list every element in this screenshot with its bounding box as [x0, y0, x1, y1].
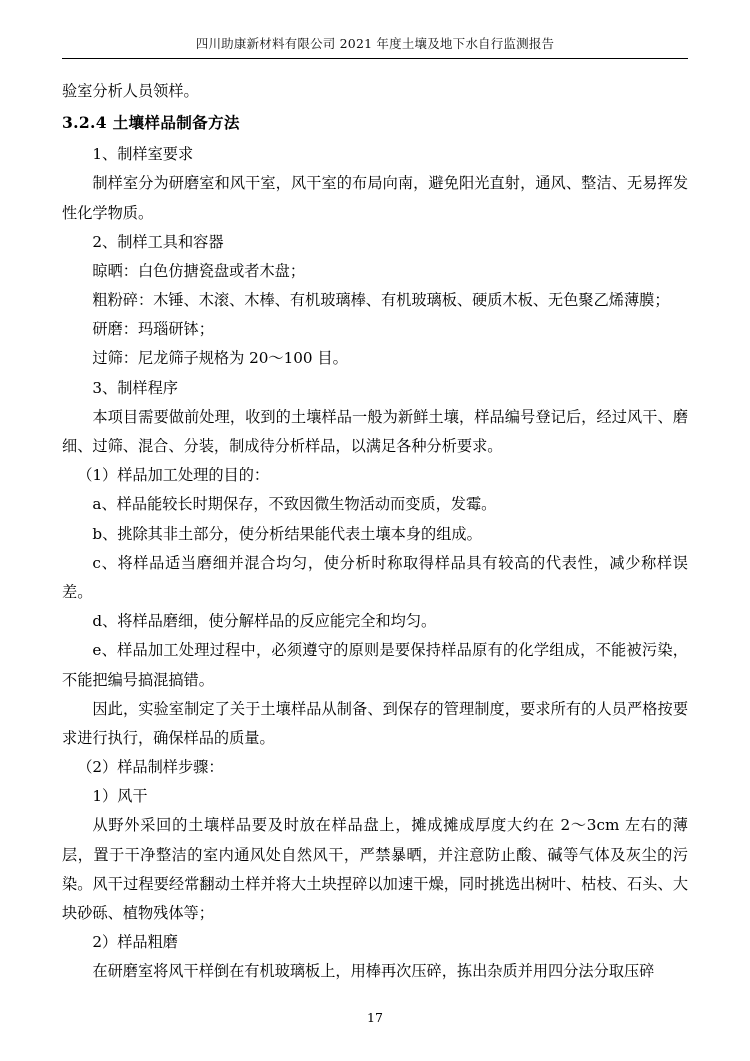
paragraph: 2、制样工具和容器 — [92, 232, 224, 251]
paragraph: 研磨：玛瑙研钵； — [92, 320, 214, 339]
paragraph: d、将样品磨细，使分解样品的反应能完全和均匀。 — [92, 612, 437, 631]
page-content — [62, 34, 688, 1031]
paragraph: 本项目需要做前处理，收到的土壤样品一般为新鲜土壤，样品编号登记后，经过风干、磨细、过筛、混合、分装，制成待分析样品，以满足各种分析要求。 — [62, 407, 688, 455]
paragraph: 3、制样程序 — [92, 378, 178, 397]
paragraph: （1）样品加工处理的目的： — [77, 466, 270, 485]
paragraph: 粗粉碎：木锤、木滚、木棒、有机玻璃棒、有机玻璃板、硬质木板、无色聚乙烯薄膜； — [92, 291, 670, 310]
page-number: 17 — [367, 1010, 383, 1025]
paragraph: e、样品加工处理过程中，必须遵守的原则是要保持样品原有的化学组成，不能被污染，不能把编号搞混搞错。 — [62, 641, 688, 689]
paragraph: c、将样品适当磨细并混合均匀，使分析时称取得样品具有较高的代表性，减少称样误差。 — [62, 553, 688, 601]
paragraph: 从野外采回的土壤样品要及时放在样品盘上，摊成摊成厚度大约在 2～3cm 左右的薄层，置于干净整洁的室内通风处自然风干，严禁暴晒，并注意防止酸、碱等气体及灰尘的污染。风干过程要经常翻动土样并将大土块捏碎以加速干燥，同时挑选出树叶、枯枝、石头、大块砂砾、植物残体等； — [62, 816, 688, 922]
paragraph: 在研磨室将风干样倒在有机玻璃板上，用棒再次压碎，拣出杂质并用四分法分取压碎 — [92, 962, 655, 981]
paragraph: 晾晒：白色仿搪瓷盘或者木盘； — [92, 261, 306, 280]
document-body — [62, 77, 688, 987]
paragraph: 因此，实验室制定了关于土壤样品从制备、到保存的管理制度，要求所有的人员严格按要求进行执行，确保样品的质量。 — [62, 699, 688, 747]
section-heading: 3.2.4 土壤样品制备方法 — [62, 113, 240, 133]
paragraph: b、挑除其非土部分，使分析结果能代表土壤本身的组成。 — [92, 524, 482, 543]
paragraph: a、样品能较长时期保存，不致因微生物活动而变质，发霉。 — [92, 495, 497, 514]
paragraph: 验室分析人员领样。 — [62, 82, 199, 100]
paragraph: 1、制样室要求 — [92, 145, 194, 164]
paragraph: 1）风干 — [92, 787, 148, 806]
paragraph: 2）样品粗磨 — [92, 933, 178, 952]
paragraph: （2）样品制样步骤： — [77, 758, 224, 777]
header-divider — [62, 58, 688, 59]
paragraph: 制样室分为研磨室和风干室，风干室的布局向南，避免阳光直射，通风、整洁、无易挥发性化学物质。 — [62, 174, 688, 222]
page-header: 四川助康新材料有限公司 2021 年度土壤及地下水自行监测报告 — [195, 36, 555, 51]
paragraph: 过筛：尼龙筛子规格为 20～100 目。 — [92, 349, 348, 368]
